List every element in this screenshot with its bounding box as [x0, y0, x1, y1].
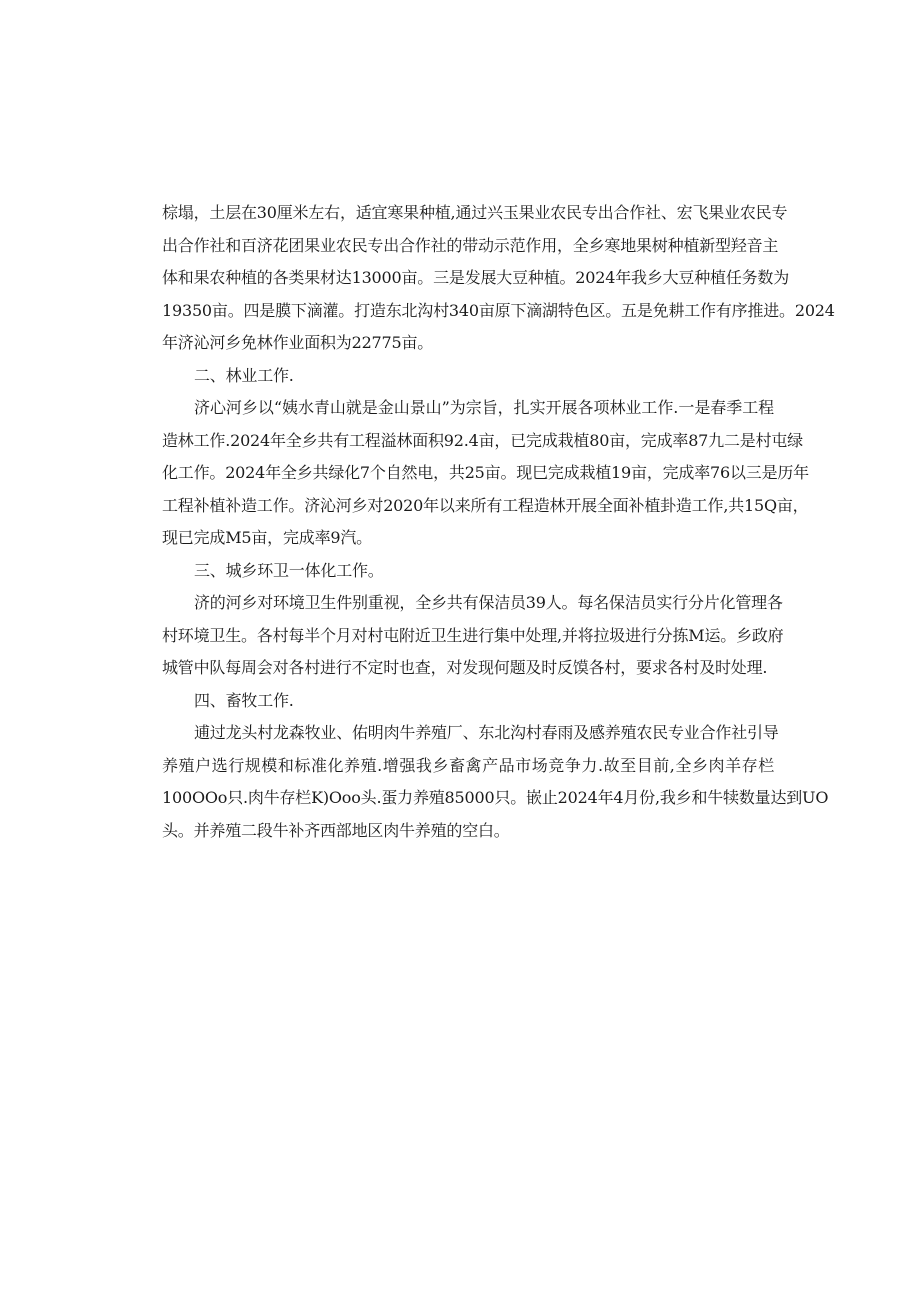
text-line: 城管中队每周会对各村进行不定时也查，对发现何题及时反馍各村，要求各村及时处理. [162, 658, 768, 677]
paragraph-agriculture [162, 197, 835, 360]
text-line: 养殖户选行规模和标准化养殖.增强我乡畜禽产品市场竞争力.故至目前,全乡肉羊存栏 [162, 755, 774, 775]
text-line: 造林工作.2024年全乡共有工程溢林面积92.4亩，已完成栽植80亩，完成率87九二是村屯绿 [162, 430, 803, 450]
text-line: 19350亩。四是膜下滴灌。打造东北沟村340亩原下滴湖特色区。五是免耕工作有序推进。2024 [162, 300, 835, 320]
text-line: 出合作社和百济花团果业农民专出合作社的带动示范作用，全乡寒地果树种植新型羟音主 [162, 235, 779, 255]
text-line: 济的河乡对环境卫生件别重视，全乡共有保洁员39人。每名保洁员实行分片化管理各 [194, 593, 783, 612]
section-heading-sanitation: 三、城乡环卫一体化工作。 [194, 560, 384, 580]
text-line: 100OOo只.肉牛存栏K)Ooo头.蛋力养殖85000只。嵌止2024年4月份,我乡和牛犊数量达到UO [162, 788, 829, 807]
text-line: 逋过龙头村龙森牧业、佑明肉牛养殖厂、东北沟村春雨及感养殖农民专业合作社引导 [194, 723, 779, 742]
text-line: 工程补植补造工作。济沁河乡对2020年以来所有工程造林开展全面补植卦造工作,共15Q亩， [162, 495, 809, 515]
document-body [162, 197, 835, 847]
text-line: 化工作。2024年全乡共绿化7个自然电，共25亩。现巳完成栽植19亩，完成率76以三是历年 [162, 463, 809, 482]
paragraph-forestry [162, 392, 809, 555]
text-line: 现已完成M5亩，完成率9汽。 [162, 528, 372, 547]
text-line: 棕塌，土层在30厘米左右，适宜寒果种植,通过兴玉果业农民专出合作社、宏飞果业农民专 [162, 203, 788, 222]
paragraph-sanitation [162, 587, 784, 685]
text-line: 济心河乡以“姨水青山就是金山景山”为宗旨，扎实开展各项林业工作.一是春季工程 [194, 398, 774, 417]
section-heading-forestry: 二、林业工作. [194, 365, 294, 385]
section-heading-livestock: 四、畜牧工作. [194, 690, 294, 710]
text-line: 村环境卫生。各村每半个月对村屯附近卫生进行集中处理,并将拉圾进行分拣M运。乡政府 [162, 625, 784, 645]
paragraph-livestock [162, 717, 829, 847]
text-line: 头。并养殖二段牛补齐西部地区肉牛养殖的空白。 [162, 820, 510, 840]
text-line: 体和果农种植的各类果材达13000亩。三是发展大豆种植。2024年我乡大豆种植任务数为 [162, 268, 790, 287]
text-line: 年济沁河乡免林作业面积为22775亩。 [162, 333, 434, 352]
